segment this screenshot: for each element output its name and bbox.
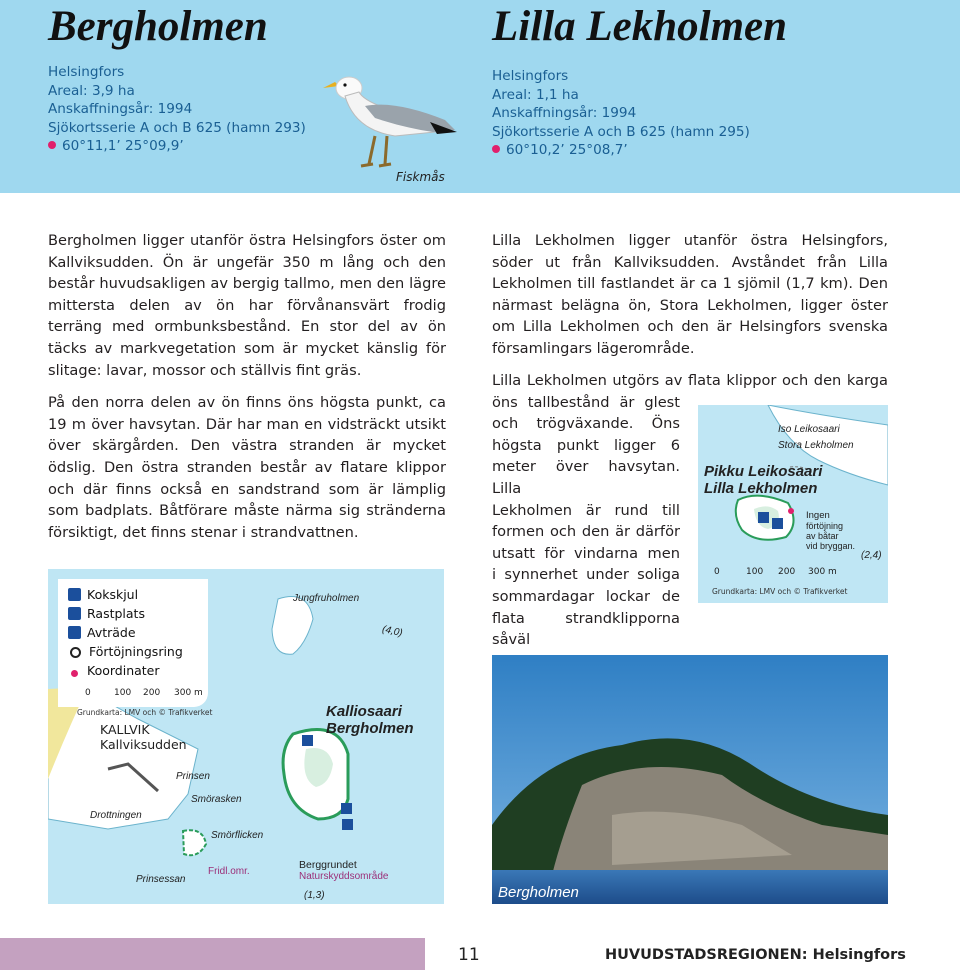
fact-chart-series: Sjökortsserie A och B 625 (hamn 295)	[492, 123, 750, 140]
depth-label: (2,4)	[861, 550, 882, 561]
label-jungfruholmen: Jungfruholmen	[293, 593, 360, 604]
legend-item-fortojningsring: Förtöjningsring	[68, 644, 183, 659]
toilet-icon	[68, 626, 81, 639]
running-footer: HUVUDSTADSREGIONEN: Helsingfors	[605, 947, 906, 963]
cooking-shelter-icon	[302, 735, 313, 746]
label-prinsen: Prinsen	[176, 771, 210, 782]
label-iso-leikosaari: Iso Leikosaari	[778, 424, 840, 435]
label-kalliosaari: Kalliosaari	[326, 703, 402, 720]
toilet-icon	[772, 518, 783, 529]
depth-label: (4,0)	[381, 623, 404, 640]
seagull-illustration	[315, 70, 465, 170]
lilla-lekholmen-paragraph-2: Lilla Lekholmen utgörs av flata klippor och den karga öns tallbestånd är glest och trögväxande. Öns högsta punkt ligger 6 meter över havsytan. Lilla Lekholmen är rund till formen och den är därför utsatt för vindarna men i synnerhet under soliga sommardagar lockar de flata strandklipporna såväl	[492, 372, 888, 649]
label-smorasken: Smörasken	[191, 794, 242, 805]
label-no-mooring: Ingen förtöjning av båtar vid bryggan.	[806, 510, 856, 551]
lilla-lekholmen-map	[698, 405, 888, 603]
coordinate-dot-icon	[71, 670, 78, 677]
coordinate-dot-icon	[492, 145, 500, 153]
fact-chart-series: Sjökortsserie A och B 625 (hamn 293)	[48, 119, 306, 136]
depth-label: (1,3)	[304, 890, 325, 901]
lilla-lekholmen-description	[492, 230, 888, 371]
fact-acquired: Anskaffningsår: 1994	[492, 105, 637, 122]
label-bergholmen: Bergholmen	[326, 720, 414, 737]
photo-caption: Bergholmen	[498, 884, 579, 901]
fact-coordinates: 60°11,1’ 25°09,9’	[48, 137, 306, 156]
label-protected-area: Fridl.omr.	[208, 866, 250, 877]
label-kallviksudden: Kallviksudden	[100, 737, 187, 752]
bergholmen-photo	[492, 655, 888, 904]
paragraph: Lilla Lekholmen ligger utanför östra Helsingfors, söder ut från Kallviksudden. Avståndet från Lilla Lekholmen till fastlandet är ca 1 sjömil (1,7 km). Den närmast belägna ön, Stora Lekholmen, ligger öster om Lilla Lekholmen och den är Helsingfors svenska församlingars lägerområde.	[492, 232, 888, 357]
rest-area-icon	[68, 607, 81, 620]
bird-caption: Fiskmås	[396, 170, 445, 184]
cooking-shelter-icon	[758, 512, 769, 523]
page-number: 11	[458, 945, 480, 965]
coordinate-dot-icon	[48, 141, 56, 149]
label-drottningen: Drottningen	[90, 810, 142, 821]
label-prinsessan: Prinsessan	[136, 874, 186, 885]
paragraph: På den norra delen av ön finns öns högsta punkt, ca 19 m över havsytan. Där har man en vidsträckt utsikt över skärgården. Den västra stranden är mycket ödslig. Den östra stranden består av flatare klippor och där finns också en sandstrand som är lämplig som badplats. Båtförare måste närma sig stränderna försiktigt, det finns stenar i strandvattnen.	[48, 394, 446, 541]
map-credit: Grundkarta: LMV och © Trafikverket	[712, 587, 848, 596]
legend-item-avtrade: Avträde	[68, 625, 136, 640]
coordinate-dot-icon	[788, 508, 794, 514]
fact-area: Areal: 3,9 ha	[48, 82, 135, 99]
fact-city: Helsingfors	[492, 68, 569, 84]
bergholmen-title: Bergholmen	[48, 3, 268, 50]
toilet-icon	[342, 819, 353, 830]
label-nature-reserve: Naturskyddsområde	[299, 871, 389, 882]
map-credit: Grundkarta: LMV och © Trafikverket	[77, 708, 213, 717]
scale-bar: 0 100 200 300 m	[714, 567, 837, 577]
label-stora-lekholmen: Stora Lekholmen	[778, 440, 854, 451]
fact-area: Areal: 1,1 ha	[492, 86, 579, 103]
paragraph: Bergholmen ligger utanför östra Helsingfors öster om Kallviksudden. Ön är ungefär 350 m lång och den består huvudsakligen av bergig tallmo, men den lägre mittersta delen av ön har förvånansvärt frodig terräng med ormbunksbestånd. En stor del av ön täcks av markvegetation som är mycket känslig för slitage: lavar, mossor och ställvis fint gräs.	[48, 232, 446, 379]
lilla-lekholmen-title: Lilla Lekholmen	[492, 3, 788, 50]
bergholmen-description	[48, 230, 446, 554]
mooring-ring-icon	[70, 647, 81, 658]
label-lilla-lekholmen: Lilla Lekholmen	[704, 480, 818, 497]
bergholmen-facts	[48, 63, 306, 156]
legend-item-rastplats: Rastplats	[68, 606, 145, 621]
label-smorflicken: Smörflicken	[211, 830, 264, 841]
fact-city: Helsingfors	[48, 64, 125, 80]
legend-item-kokskjul: Kokskjul	[68, 587, 138, 602]
rest-area-icon	[341, 803, 352, 814]
photo-illustration	[492, 655, 888, 904]
legend-item-koordinater: Koordinater	[68, 663, 160, 678]
fact-coordinates: 60°10,2’ 25°08,7’	[492, 141, 750, 160]
label-berggrundet: Berggrundet	[299, 859, 357, 871]
label-kallvik: KALLVIK	[100, 722, 150, 737]
cooking-shelter-icon	[68, 588, 81, 601]
lilla-lekholmen-facts	[492, 67, 750, 160]
label-pikku-leikosaari: Pikku Leikosaari	[704, 463, 823, 480]
fact-acquired: Anskaffningsår: 1994	[48, 101, 193, 118]
scale-bar: 0 100 200 300 m	[85, 688, 203, 698]
